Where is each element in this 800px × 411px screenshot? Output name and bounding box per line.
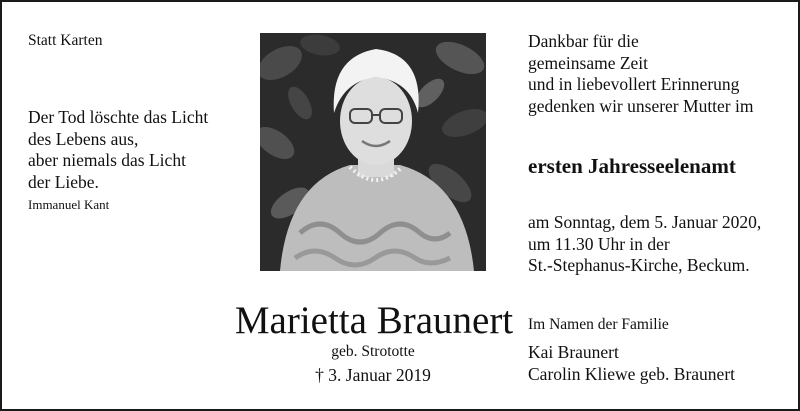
quote-line: Der Tod löschte das Licht — [28, 107, 209, 127]
signer-name: Kai Braunert — [528, 342, 619, 362]
intro-line: und in liebevollert Erinnerung — [528, 74, 740, 94]
quote-line: der Liebe. — [28, 171, 99, 192]
header-statt-karten: Statt Karten — [28, 32, 103, 49]
details-line: um 11.30 Uhr in der — [528, 233, 670, 254]
portrait-image — [260, 33, 486, 271]
death-date: † 3. Januar 2019 — [315, 365, 431, 385]
birth-name: geb. Strototte — [331, 343, 415, 360]
family-intro: Im Namen der Familie — [528, 316, 669, 333]
intro — [528, 31, 788, 117]
quote — [28, 107, 248, 193]
quote-line: des Lebens aus, — [28, 128, 139, 149]
deceased-name: Marietta Braunert — [234, 299, 514, 342]
signer-name: Carolin Kliewe geb. Braunert — [528, 363, 736, 384]
details-line: am Sonntag, dem 5. Januar 2020, — [528, 212, 762, 232]
signers — [528, 342, 788, 385]
intro-line: gemeinsame Zeit — [528, 52, 649, 73]
portrait-photo — [260, 33, 486, 271]
quote-author: Immanuel Kant — [28, 197, 110, 212]
service-details — [528, 212, 788, 277]
service-headline: ersten Jahresseelenamt — [528, 154, 736, 178]
quote-line: aber niemals das Licht — [28, 150, 186, 170]
intro-line: Dankbar für die — [528, 31, 639, 51]
intro-line: gedenken wir unserer Mutter im — [528, 95, 754, 116]
details-line: St.-Stephanus-Kirche, Beckum. — [528, 255, 750, 275]
